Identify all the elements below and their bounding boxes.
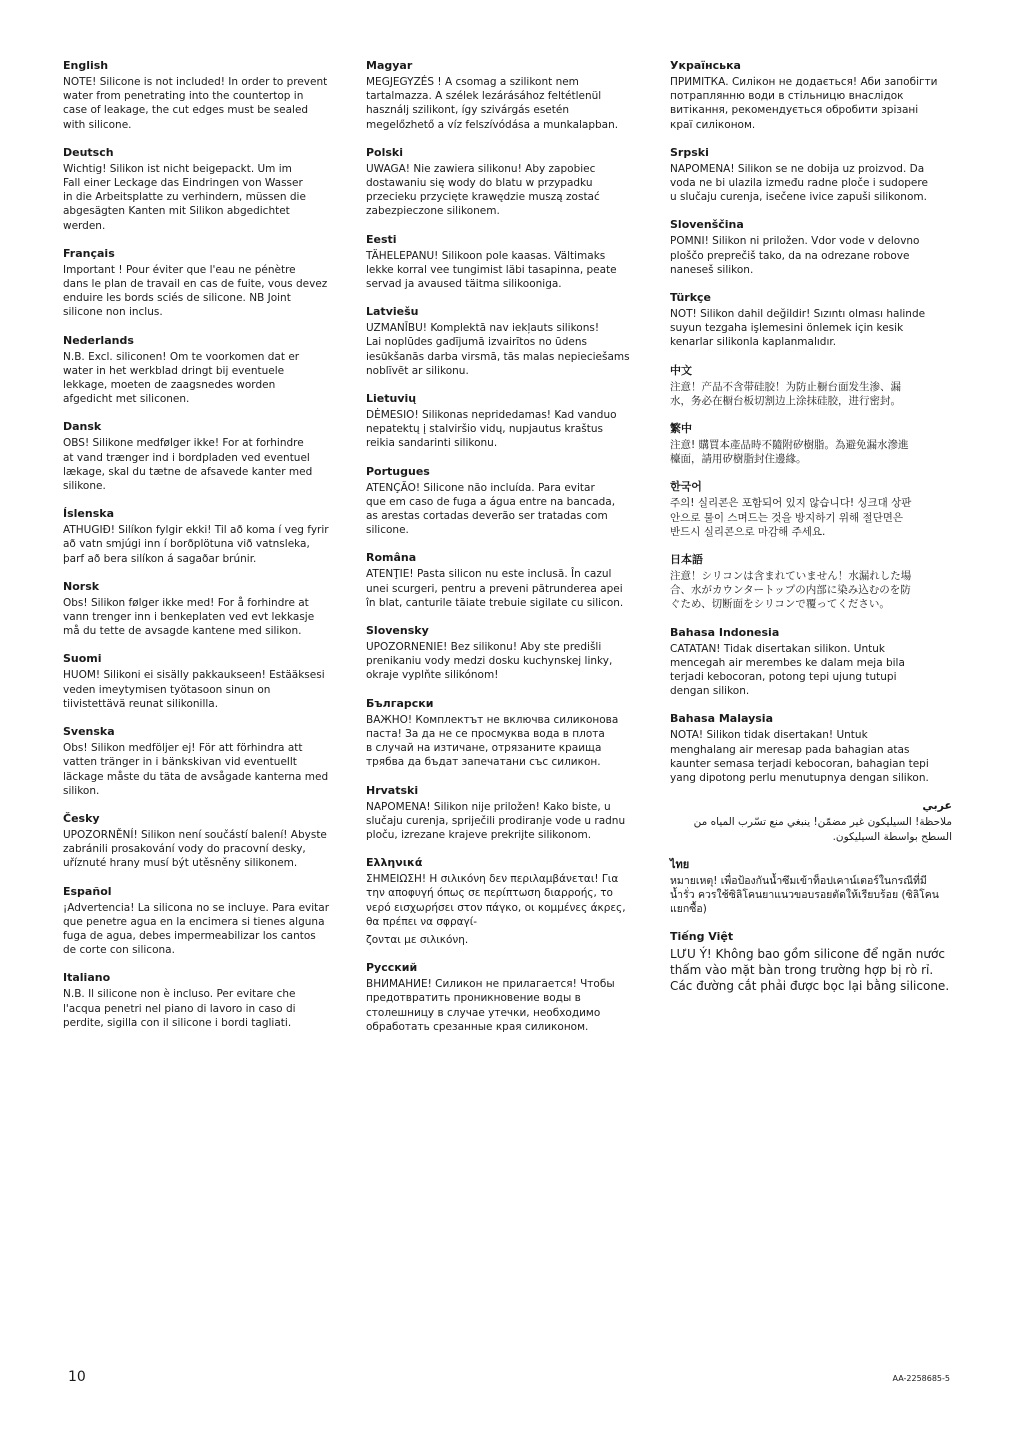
language-section: [63, 334, 343, 407]
language-heading: Bahasa Malaysia: [670, 712, 773, 726]
warning-text: Obs! Silikon følger ikke med! For å forhindre at vann trenger inn i benkeplaten ved evt lekkasje må du tette de avsagde kantene med silikon.: [63, 596, 315, 638]
language-section: [63, 725, 343, 798]
warning-text: ¡Advertencia! La silicona no se incluye. Para evitar que penetre agua en la encimera si tienes alguna fuga de agua, debes impermeabilizar los cantos de corte con silicona.: [63, 901, 330, 957]
warning-text: NOT! Silikon dahil değildir! Sızıntı olması halinde suyun tezgaha işlemesini önlemek için kesik kenarlar silikonla kaplanmalıdır.: [670, 308, 926, 349]
language-section: [366, 146, 646, 219]
language-heading: Hrvatski: [366, 783, 419, 797]
language-heading: Slovenščina: [670, 218, 744, 232]
language-section: [670, 480, 952, 539]
language-section: [670, 930, 952, 994]
language-section: [366, 305, 646, 378]
language-heading: Ελληνικά: [366, 856, 423, 870]
language-heading: Español: [63, 884, 112, 898]
language-section: [63, 971, 343, 1030]
warning-text: ATHUGIÐ! Silíkon fylgir ekki! Til að koma í veg fyrir að vatn smjúgi inn í borðplötuna við vatnsleka, þarf að bera silíkon á sagaðar brúnir.: [63, 524, 329, 565]
warning-text: หมายเหตุ! เพื่อป้องกันน้ำซึมเข้าท็อปเคาน์เตอร์ในกรณีที่มี น้ำรั่ว ควรใช้ซิลิโคนยาแนวขอบรอยตัดให้เรียบร้อย (ซิลิโคน แยกซื้อ): [670, 874, 939, 916]
language-section: [670, 799, 952, 843]
language-heading: ไทย: [670, 857, 690, 871]
language-section: [366, 465, 646, 538]
language-heading: Русский: [366, 961, 418, 975]
language-section: [63, 59, 343, 132]
language-heading: Türkçe: [670, 291, 712, 305]
language-heading: Eesti: [366, 232, 397, 246]
warning-text: ملاحظة! السيليكون غير مضمّن! ينبغي منع تسّرب المياه من السطح بواسطة السيليكون.: [693, 816, 952, 843]
language-heading: 中文: [670, 363, 692, 377]
language-heading: Polski: [366, 145, 404, 159]
language-section: [63, 247, 343, 320]
warning-text: 注意! 購買本產品時不隨附矽樹脂。為避免漏水滲進 檯面，請用矽樹脂封住邊緣。: [670, 439, 909, 466]
language-heading: 日本語: [670, 553, 703, 567]
language-heading: Français: [63, 246, 115, 260]
language-section: [63, 580, 343, 639]
warning-text: Wichtig! Silikon ist nicht beigepackt. Um im Fall einer Leckage das Eindringen von Wasser in die Arbeitsplatte zu verhindern, müssen die abgesägten Kanten mit Silikon abgedichtet werden.: [63, 162, 306, 232]
warning-text: NAPOMENA! Silikon nije priložen! Kako biste, u slučaju curenja, spriječili prodiranje vode u radnu ploču, izrezane krajeve prekrijte silikonom.: [366, 800, 626, 841]
language-heading: 繁中: [670, 422, 692, 436]
language-heading: Nederlands: [63, 333, 134, 347]
warning-text: ΣΗΜΕΙΩΣΗ! Η σιλικόνη δεν περιλαμβάνεται! Για την αποφυγή όπως σε περίπτωση διαρροής, το νερό εισχωρήσει στον πάγκο, οι κομμένες άκρες, θα πρέπει να σφραγί-: [366, 873, 626, 928]
warning-text: ATENŢIE! Pasta silicon nu este inclusă. În cazul unei scurgeri, pentru a preveni pătrunderea apei în blat, canturile tăiate trebuie sigilate cu silicon.: [366, 568, 624, 609]
column-2: [366, 59, 646, 1048]
language-heading: Suomi: [63, 652, 102, 666]
warning-text: ВНИМАНИЕ! Силикон не прилагается! Чтобы предотвратить проникновение воды в столешницу в случае утечки, необходимо обработать срезанные края силиконом.: [366, 978, 615, 1033]
language-section: [63, 812, 343, 871]
language-heading: 한국어: [670, 480, 702, 494]
language-heading: Deutsch: [63, 145, 114, 159]
language-section: [670, 712, 952, 785]
language-section: [63, 507, 343, 566]
language-section: [366, 856, 646, 947]
language-heading: Norsk: [63, 579, 100, 593]
warning-text: 주의! 실리콘은 포함되어 있지 않습니다! 싱크대 상판 안으로 물이 스며드는 것을 방지하기 위해 절단면은 반드시 실리콘으로 마감해 주세요.: [670, 497, 912, 538]
language-heading: Srpski: [670, 145, 709, 159]
language-section: [366, 961, 646, 1034]
warning-text: POMNI! Silikon ni priložen. Vdor vode v delovno ploščo preprečiš tako, da na odrezane robove naneseš silikon.: [670, 235, 920, 276]
warning-text: N.B. Excl. siliconen! Om te voorkomen dat er water in het werkblad dringt bij eventuele lekkage, moeten de zaagsnedes worden afgedicht met siliconen.: [63, 350, 300, 406]
language-section: [366, 784, 646, 843]
language-section: [670, 291, 952, 350]
warning-text: OBS! Silikone medfølger ikke! For at forhindre at vand trænger ind i bordpladen ved eventuel lækage, skal du tætne de afsavede kanter med silikone.: [63, 437, 313, 493]
language-section: [670, 422, 952, 466]
language-heading: Bahasa Indonesia: [670, 625, 780, 639]
warning-text: DĖMESIO! Silikonas nepridedamas! Kad vanduo nepatektų į stalviršio vidų, nupjautus kraštus reikia sandarinti silikonu.: [366, 409, 617, 450]
warning-text: NOTA! Silikon tidak disertakan! Untuk menghalang air meresap pada bahagian atas kaunter semasa terjadi kebocoran, bahagian tepi yang dipotong perlu menutupnya dengan silikon.: [670, 729, 929, 785]
language-heading: Italiano: [63, 971, 111, 985]
warning-text: NOTE! Silicone is not included! In order to prevent water from penetrating into the countertop in case of leakage, the cut edges must be sealed with silicone.: [63, 76, 328, 131]
language-heading: Dansk: [63, 420, 102, 434]
language-section: [366, 697, 646, 770]
language-section: [63, 652, 343, 711]
warning-text: Obs! Silikon medföljer ej! För att förhindra att vatten tränger in i bänkskivan vid eventuellt läckage måste du täta de avsågade kanterna med silikon.: [63, 742, 329, 797]
language-section: [366, 233, 646, 292]
language-heading: عربي: [922, 799, 952, 813]
language-section: [63, 420, 343, 493]
language-heading: Svenska: [63, 725, 115, 739]
language-section: [63, 885, 343, 958]
warning-text: Important ! Pour éviter que l'eau ne pénètre dans le plan de travail en cas de fuite, vous devez enduire les bords sciés de silicone. NB Joint silicone non inclus.: [63, 263, 328, 319]
warning-text: MEGJEGYZÉS ! A csomag a szilikont nem tartalmazza. A szélek lezárásához feltétlenül használj szilikont, így szivárgás esetén megelőzhető a víz felszívódása a munkalapban.: [366, 76, 619, 131]
warning-text: ВАЖНО! Комплектът не включва силиконова паста! За да не се просмуква вода в плота в случай на изтичане, отрязаните краища трябва да бъдат запечатани със силикон.: [366, 713, 619, 769]
warning-text: ПРИМІТКА. Силікон не додається! Аби запобігти потраплянню води в стільницю внаслідок витікання, рекомендується обробити зрізані краї силіконом.: [670, 76, 938, 131]
page-number: 10: [68, 1369, 86, 1385]
language-section: [63, 146, 343, 233]
language-section: [366, 59, 646, 132]
language-heading: Česky: [63, 811, 100, 825]
language-section: [366, 624, 646, 683]
language-section: [670, 364, 952, 408]
warning-text: LƯU Ý! Không bao gồm silicone để ngăn nước thấm vào mặt bàn trong trường hợp bị rò rỉ. Các đường cắt phải được bọc lại bằng silicone.: [670, 947, 950, 994]
language-section: [366, 392, 646, 451]
language-heading: Slovensky: [366, 624, 429, 638]
language-heading: Româna: [366, 551, 417, 565]
language-heading: Lietuvių: [366, 392, 417, 406]
warning-text: 注意！产品不含带硅胶！为防止橱台面发生渗、漏 水，务必在橱台板切割边上涂抹硅胶，进行密封。: [670, 380, 901, 407]
language-heading: Tiếng Việt: [670, 930, 734, 944]
warning-text: 注意！シリコンは含まれていません！水漏れした場 合、水がカウンタートップの内部に染み込むのを防 ぐため、切断面をシリコンで覆ってください。: [670, 570, 912, 611]
language-section: [670, 626, 952, 699]
warning-text: UZMANĪBU! Komplektā nav iekļauts silikons! Lai noplūdes gadījumā izvairītos no ūdens iesūkšanās darba virsmā, tās malas nepieciešams noblīvēt ar silikonu.: [366, 322, 630, 377]
language-heading: Български: [366, 696, 434, 710]
language-section: [670, 553, 952, 612]
language-section: [670, 218, 952, 277]
warning-text: N.B. Il silicone non è incluso. Per evitare che l'acqua penetri nel piano di lavoro in caso di perdite, sigilla con il silicone i bordi tagliati.: [63, 988, 296, 1029]
language-heading: English: [63, 59, 109, 72]
language-heading: Portugues: [366, 464, 430, 478]
document-id: AA-2258685-5: [892, 1374, 950, 1383]
language-heading: Latviešu: [366, 305, 419, 319]
warning-text: HUOM! Silikoni ei sisälly pakkaukseen! Estääksesi veden imeytymisen työtasoon sinun on tiivistettävä reunat silikonilla.: [63, 669, 325, 710]
language-heading: Magyar: [366, 59, 413, 72]
warning-text: NAPOMENA! Silikon se ne dobija uz proizvod. Da voda ne bi ulazila između radne ploče i sudopere u slučaju curenja, isečene ivice zapuši silikonom.: [670, 162, 928, 204]
language-section: [670, 59, 952, 132]
warning-text: ATENÇÃO! Silicone não incluída. Para evitar que em caso de fuga a água entre na bancada, as arestas cortadas deverão ser tratadas com silicone.: [366, 481, 616, 537]
language-heading: Українська: [670, 59, 741, 72]
language-section: [366, 551, 646, 610]
column-1: [63, 59, 343, 1044]
warning-text: TÄHELEPANU! Silikoon pole kaasas. Vältimaks lekke korral vee tungimist läbi tasapinna, peate servad ja avaused täitma silikooniga.: [366, 249, 617, 291]
warning-text: UWAGA! Nie zawiera silikonu! Aby zapobiec dostawaniu się wody do blatu w przypadku przecieku przycięte krawędzie muszą zostać zabezpieczone silikonem.: [366, 162, 600, 218]
language-section: [670, 858, 952, 917]
language-heading: Íslenska: [63, 507, 114, 521]
language-section: [670, 146, 952, 205]
warning-text: CATATAN! Tidak disertakan silikon. Untuk mencegah air merembes ke dalam meja bila terjadi kebocoran, potong tepi ujung tutupi dengan silikon.: [670, 642, 905, 698]
warning-text-continued: ζονται με σιλικόνη.: [366, 933, 469, 946]
warning-text: UPOZORNĚNÍ! Silikon není součástí balení! Abyste zabránili prosakování vody do pracovní desky, uříznuté hrany musí být utěsněny silikonem.: [63, 828, 327, 870]
column-3: [670, 59, 952, 1008]
warning-text: UPOZORNENIE! Bez silikonu! Aby ste predišli prenikaniu vody medzi dosku kuchynskej linky, okraje vyplňte silikónom!: [366, 641, 613, 682]
